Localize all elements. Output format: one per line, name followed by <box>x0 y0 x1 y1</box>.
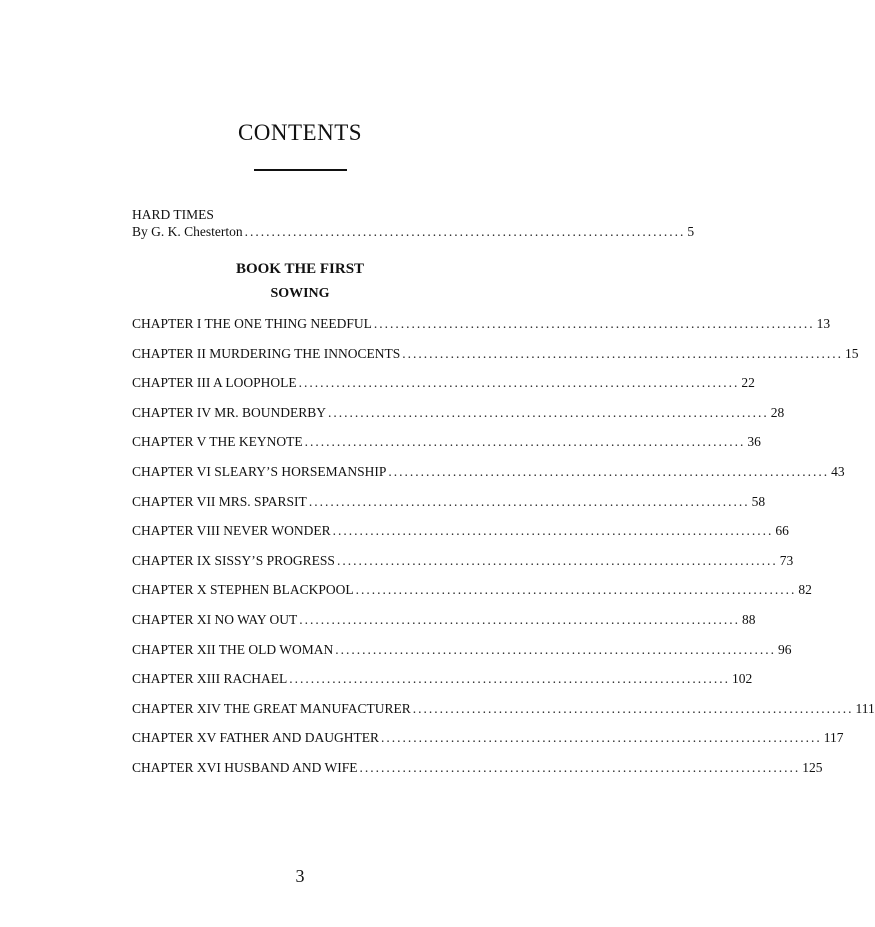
chapter-entry <box>132 374 755 404</box>
book-heading: BOOK THE FIRST <box>235 261 365 277</box>
chapter-page: 88 <box>742 611 756 627</box>
chapter-page: 13 <box>816 316 831 331</box>
chapter-label: CHAPTER V THE KEYNOTE <box>132 434 303 450</box>
chapter-entry <box>132 641 792 671</box>
chapter-label: CHAPTER XIII RACHAEL <box>132 671 288 687</box>
leader-dots: .................................................................................. <box>289 671 730 687</box>
chapter-page: 117 <box>823 730 844 746</box>
chapter-page: 82 <box>798 582 812 598</box>
intro-page: 5 <box>687 224 695 239</box>
chapter-label: CHAPTER X STEPHEN BLACKPOOL <box>132 582 354 598</box>
chapter-label: CHAPTER XV FATHER AND DAUGHTER <box>132 730 380 746</box>
chapter-entry <box>132 404 785 434</box>
chapter-label: CHAPTER VI SLEARY’S HORSEMANSHIP <box>132 463 387 479</box>
chapter-page: 96 <box>778 641 792 657</box>
chapter-page: 66 <box>775 523 789 539</box>
page-number: 3 <box>295 866 305 886</box>
chapter-page: 36 <box>747 434 761 450</box>
chapter-entry <box>132 433 761 463</box>
chapter-label: CHAPTER III A LOOPHOLE <box>132 375 297 391</box>
leader-dots: .................................................................................. <box>359 759 801 775</box>
chapter-page: 58 <box>751 493 766 509</box>
chapter-page: 22 <box>741 375 755 391</box>
leader-dots: .................................................................................. <box>304 434 746 450</box>
chapter-page: 102 <box>732 671 753 687</box>
leader-dots: .................................................................................. <box>298 375 740 391</box>
leader-dots: .................................................................................. <box>328 404 769 420</box>
intro-byline-row <box>132 223 695 240</box>
leader-dots: .................................................................................. <box>388 463 830 479</box>
chapter-page: 73 <box>779 552 794 568</box>
chapter-label: CHAPTER II MURDERING THE INNOCENTS <box>132 345 401 361</box>
chapter-entry <box>132 522 789 552</box>
chapter-entry <box>132 759 823 789</box>
chapter-label: CHAPTER VII MRS. SPARSIT <box>132 493 307 509</box>
chapter-entry <box>132 315 831 345</box>
chapter-label: CHAPTER XI NO WAY OUT <box>132 611 298 627</box>
leader-dots: .................................................................................. <box>299 611 741 627</box>
chapter-entry <box>132 670 753 700</box>
chapter-list <box>132 315 875 789</box>
intro-byline: By G. K. Chesterton <box>132 224 243 239</box>
leader-dots: .................................................................................. <box>335 641 776 657</box>
chapter-entry <box>132 552 794 582</box>
leader-dots: .................................................................................. <box>332 523 774 539</box>
chapter-label: CHAPTER IV MR. BOUNDERBY <box>132 404 327 420</box>
chapter-label: CHAPTER VIII NEVER WONDER <box>132 523 331 539</box>
page-title: CONTENTS <box>237 120 363 145</box>
leader-dots: .................................................................................. <box>412 700 854 716</box>
chapter-entry <box>132 463 845 493</box>
chapter-page: 111 <box>855 700 875 716</box>
leader-dots: .................................................................................. <box>244 224 686 239</box>
leader-dots: .................................................................................. <box>373 316 815 331</box>
chapter-entry <box>132 345 859 375</box>
chapter-label: CHAPTER I THE ONE THING NEEDFUL <box>132 316 372 331</box>
chapter-label: CHAPTER XVI HUSBAND AND WIFE <box>132 759 358 775</box>
leader-dots: .................................................................................. <box>402 345 843 361</box>
chapter-entry <box>132 611 756 641</box>
leader-dots: .................................................................................. <box>308 493 750 509</box>
book-subheading: SOWING <box>270 286 330 301</box>
chapter-page: 28 <box>770 404 785 420</box>
chapter-page: 15 <box>845 345 859 361</box>
chapter-entry <box>132 581 812 611</box>
chapter-entry <box>132 700 875 730</box>
chapter-page: 125 <box>802 759 823 775</box>
chapter-entry <box>132 729 844 759</box>
chapter-entry <box>132 493 766 523</box>
chapter-label: CHAPTER XII THE OLD WOMAN <box>132 641 334 657</box>
leader-dots: .................................................................................. <box>355 582 797 598</box>
leader-dots: .................................................................................. <box>336 552 778 568</box>
chapter-page: 43 <box>831 463 845 479</box>
chapter-label: CHAPTER IX SISSY’S PROGRESS <box>132 552 335 568</box>
title-rule <box>254 169 347 171</box>
intro-title: HARD TIMES <box>132 207 214 222</box>
intro-entry <box>132 206 695 240</box>
chapter-label: CHAPTER XIV THE GREAT MANUFACTURER <box>132 700 411 716</box>
leader-dots: .................................................................................. <box>381 730 822 746</box>
